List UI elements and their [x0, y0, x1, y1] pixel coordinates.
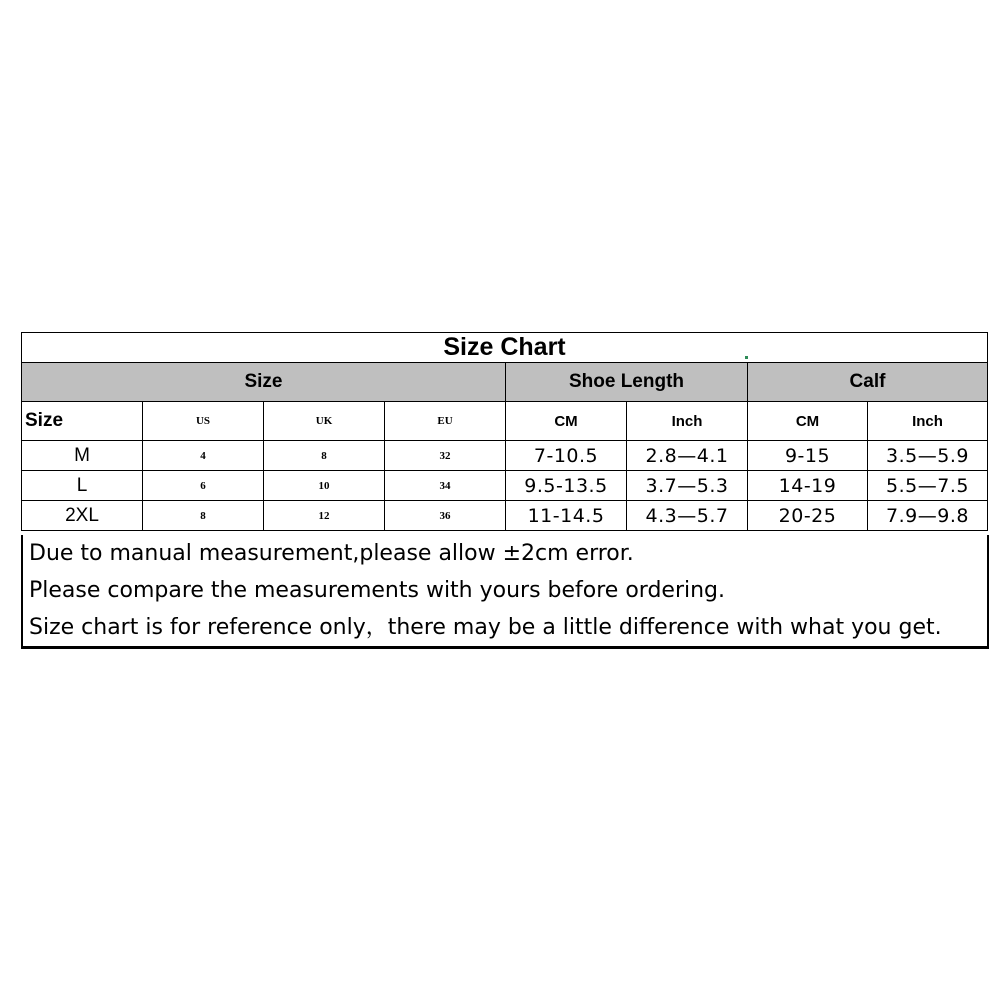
group-header-row [22, 363, 988, 402]
table-row [22, 501, 988, 531]
subheader-shoe-inch: Inch [627, 402, 748, 441]
cell-size: M [22, 441, 143, 471]
table-row [22, 441, 988, 471]
note-line: Size chart is for reference only，there may be a little difference with what you get. [29, 615, 942, 640]
cell-shoe-cm: 11-14.5 [506, 501, 627, 531]
cell-calf-inch: 7.9—9.8 [868, 501, 988, 531]
cell-shoe-inch: 2.8—4.1 [627, 441, 748, 471]
group-calf-header: Calf [748, 363, 988, 402]
cell-calf-cm: 20-25 [748, 501, 868, 531]
subheader-size: Size [22, 402, 143, 441]
note-line: Please compare the measurements with yours before ordering. [29, 578, 726, 603]
subheader-calf-inch: Inch [868, 402, 988, 441]
cell-calf-inch: 5.5—7.5 [868, 471, 988, 501]
chart-title: Size Chart [22, 333, 988, 363]
cell-shoe-inch: 4.3—5.7 [627, 501, 748, 531]
cell-eu: 34 [385, 471, 506, 501]
subheader-shoe-cm: CM [506, 402, 627, 441]
cell-shoe-inch: 3.7—5.3 [627, 471, 748, 501]
group-shoe-length-header: Shoe Length [506, 363, 748, 402]
title-row [22, 333, 988, 363]
cell-calf-cm: 9-15 [748, 441, 868, 471]
cell-shoe-cm: 9.5-13.5 [506, 471, 627, 501]
cell-size: L [22, 471, 143, 501]
subheader-uk: UK [264, 402, 385, 441]
size-chart-table [21, 332, 988, 531]
cell-uk: 10 [264, 471, 385, 501]
cell-size: 2XL [22, 501, 143, 531]
notes-box [21, 535, 989, 649]
cell-shoe-cm: 7-10.5 [506, 441, 627, 471]
subheader-calf-cm: CM [748, 402, 868, 441]
cell-eu: 36 [385, 501, 506, 531]
subheader-us: US [143, 402, 264, 441]
cell-uk: 12 [264, 501, 385, 531]
cell-us: 6 [143, 471, 264, 501]
subheader-row [22, 402, 988, 441]
cell-uk: 8 [264, 441, 385, 471]
table-row [22, 471, 988, 501]
note-line: Due to manual measurement,please allow ±2cm error. [29, 541, 634, 566]
cell-us: 8 [143, 501, 264, 531]
cell-us: 4 [143, 441, 264, 471]
cell-calf-inch: 3.5—5.9 [868, 441, 988, 471]
group-size-header: Size [22, 363, 506, 402]
subheader-eu: EU [385, 402, 506, 441]
stray-mark [745, 356, 748, 359]
cell-calf-cm: 14-19 [748, 471, 868, 501]
cell-eu: 32 [385, 441, 506, 471]
